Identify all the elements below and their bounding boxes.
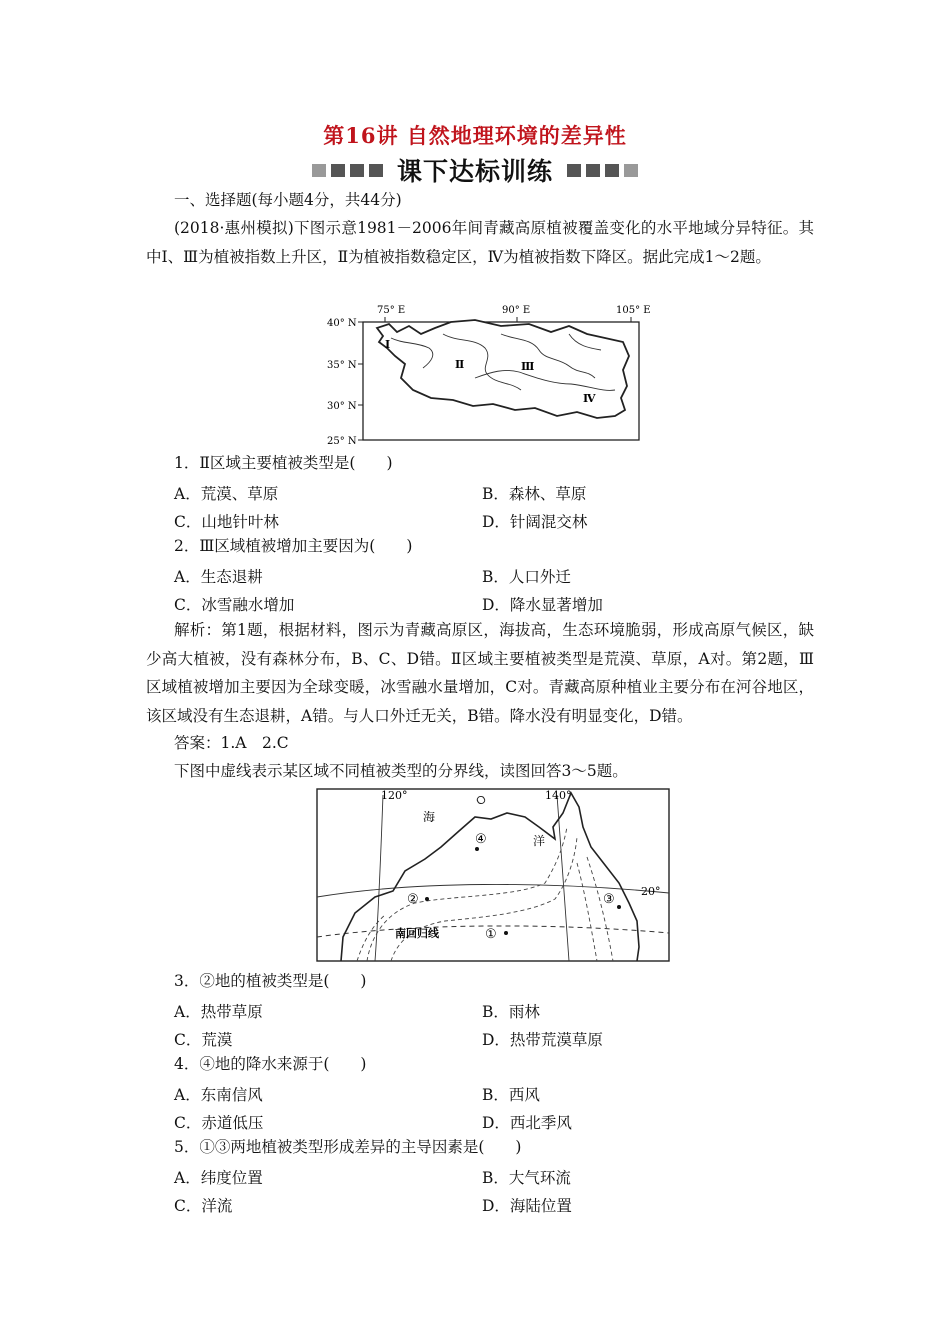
q5-option-b[interactable]: B．大气环流 [482,1169,571,1187]
q4-option-b[interactable]: B．西风 [482,1086,540,1104]
region-label-4: Ⅳ [583,392,596,405]
q1-option-c[interactable]: C．山地针叶林 [174,513,279,531]
parallel-20 [317,884,669,897]
region-label-1: Ⅰ [385,338,391,351]
lat-label-25: 25° N [327,436,357,447]
page-title: 第16讲 自然地理环境的差异性 [323,123,627,148]
q4-stem: 4．④地的降水来源于( ) [174,1055,367,1073]
q4-option-d[interactable]: D．西北季风 [482,1114,572,1132]
lon-label-90: 90° E [502,305,531,316]
lat-label-20: 20° [641,885,661,898]
q4-option-c[interactable]: C．赤道低压 [174,1114,264,1132]
q3-option-c[interactable]: C．荒漠 [174,1031,233,1049]
banner-title: 课下达标训练 [396,157,553,186]
section-banner [0,152,950,188]
intro-paragraph-1: (2018·惠州模拟)下图示意1981－2006年间青藏高原植被覆盖变化的水平地域分异特征。其中Ⅰ、Ⅲ为植被指数上升区，Ⅱ为植被指数稳定区，Ⅳ为植被指数下降区。据此完成1～2题。 [146,219,814,266]
q1-option-a[interactable]: A．荒漠、草原 [174,485,279,503]
answer-line: 答案：1.A 2.C [174,734,289,752]
q4-option-a[interactable]: A．东南信风 [174,1086,263,1104]
point-2-marker [425,897,429,901]
q2-option-d[interactable]: D．降水显著增加 [482,596,603,614]
q1-option-d[interactable]: D．针阔混交林 [482,513,588,531]
point-3-marker [617,905,621,909]
lat-label-35: 35° N [327,360,357,371]
q1-option-b[interactable]: B．森林、草原 [482,485,587,503]
banner-decoration-right [567,164,638,177]
point-4-marker [475,847,479,851]
point-3-label: ③ [603,892,615,907]
vegetation-boundary [357,915,385,961]
q5-option-c[interactable]: C．洋流 [174,1197,233,1215]
banner-decoration-left [312,164,383,177]
plateau-map [325,298,655,448]
lon-label-75: 75° E [377,305,406,316]
sea-label: 海 [423,810,436,824]
point-2-label: ② [407,892,419,907]
australia-map [315,787,671,963]
vegetation-boundary [587,857,613,961]
island [477,796,484,803]
lat-label-30: 30° N [327,401,357,412]
lon-label-140: 140° [545,789,572,802]
q3-option-d[interactable]: D．热带荒漠草原 [482,1031,603,1049]
meridian-120 [375,795,383,961]
point-1-label: ① [485,927,497,942]
q2-stem: 2．Ⅲ区域植被增加主要因为( ) [174,537,413,555]
q1-stem: 1．Ⅱ区域主要植被类型是( ) [174,454,393,472]
region-label-3: Ⅲ [521,360,535,373]
region-label-2: Ⅱ [455,358,465,371]
section-heading: 一、选择题(每小题4分，共44分) [174,191,402,209]
q2-option-a[interactable]: A．生态退耕 [174,568,263,586]
lat-label-40: 40° N [327,318,357,329]
intro-paragraph-2: 下图中虚线表示某区域不同植被类型的分界线，读图回答3～5题。 [174,762,628,780]
q3-option-a[interactable]: A．热带草原 [174,1003,263,1021]
explanation-paragraph: 解析：第1题，根据材料，图示为青藏高原区，海拔高，生态环境脆弱，形成高原气候区，缺少高大植被，没有森林分布，B、C、D错。Ⅱ区域主要植被类型是荒漠、草原，A对。第2题，Ⅲ区域植被增加主要因为全球变暖，冰雪融水量增加，C对。青藏高原种植业主要分布在河谷地区，该区域没有生态退耕，A错。与人口外迁无关，B错。降水没有明显变化，D错。 [146,621,814,725]
q2-option-b[interactable]: B．人口外迁 [482,568,571,586]
point-1-marker [504,931,508,935]
vegetation-boundary [391,837,577,961]
lon-label-105: 105° E [616,305,651,316]
q5-stem: 5．①③两地植被类型形成差异的主导因素是( ) [174,1138,522,1156]
lon-label-120: 120° [381,789,408,802]
q5-option-d[interactable]: D．海陆位置 [482,1197,572,1215]
q3-option-b[interactable]: B．雨林 [482,1003,540,1021]
q2-option-c[interactable]: C．冰雪融水增加 [174,596,295,614]
tropic-label: 南回归线 [395,927,439,940]
point-4-label: ④ [475,832,487,847]
q5-option-a[interactable]: A．纬度位置 [174,1169,263,1187]
q3-stem: 3．②地的植被类型是( ) [174,972,367,990]
ocean-label: 洋 [533,834,546,848]
